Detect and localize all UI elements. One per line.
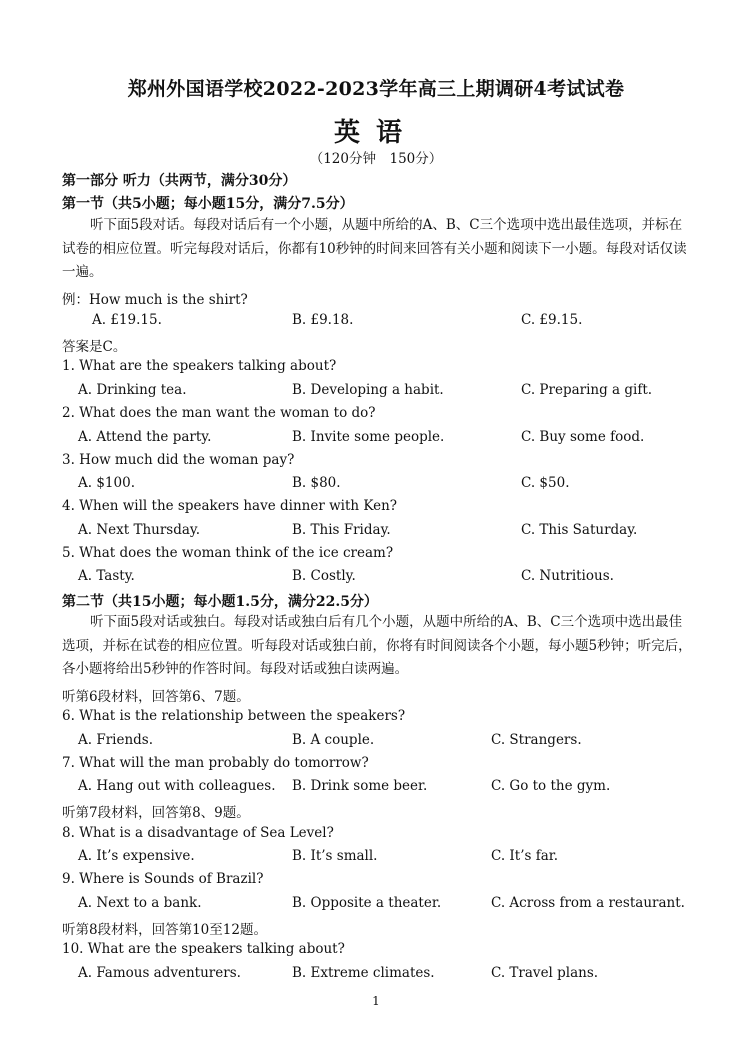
section2-heading: 第二节（共15小题；每小题1.5分，满分22.5分）: [62, 594, 378, 610]
question-8: 8. What is a disadvantage of Sea Level?: [62, 825, 334, 841]
q7-option-a: A. Hang out with colleagues.: [78, 778, 276, 794]
example-option-c: C. £9.15.: [521, 312, 583, 328]
q2-option-a: A. Attend the party.: [78, 429, 212, 445]
q2-option-b: B. Invite some people.: [292, 429, 445, 445]
material-8: 听第8段材料，回答第10至12题。: [62, 922, 267, 938]
example-option-a: A. £19.15.: [92, 312, 162, 328]
question-3: 3. How much did the woman pay?: [62, 452, 295, 468]
q8-option-a: A. It’s expensive.: [78, 848, 195, 864]
question-9: 9. Where is Sounds of Brazil?: [62, 871, 264, 887]
q9-option-a: A. Next to a bank.: [78, 895, 202, 911]
q5-option-b: B. Costly.: [292, 568, 356, 584]
page-number: 1: [372, 994, 380, 1008]
q1-option-c: C. Preparing a gift.: [521, 382, 653, 398]
q4-option-b: B. This Friday.: [292, 522, 391, 538]
section2-instructions: 听下面5段对话或独白。每段对话或独白后有几个小题，从题中所给的A、B、C三个选项中选出最佳选项，并标在试卷的相应位置。听每段对话或独白前，你将有时间阅读各个小题，每小题5秒钟；听完后，各小题将给出5秒钟的作答时间。每段对话或独白读两遍。: [62, 614, 692, 677]
subject-title: 英语: [333, 118, 418, 148]
question-5: 5. What does the woman think of the ice cream?: [62, 545, 394, 561]
exam-title: 郑州外国语学校2022-2023学年高三上期调研4考试试卷: [127, 78, 625, 100]
q10-option-a: A. Famous adventurers.: [78, 965, 241, 981]
q7-option-b: B. Drink some beer.: [292, 778, 428, 794]
q8-option-b: B. It’s small.: [292, 848, 378, 864]
q5-option-a: A. Tasty.: [78, 568, 135, 584]
q3-option-a: A. $100.: [78, 475, 135, 491]
q3-option-c: C. $50.: [521, 475, 570, 491]
q10-option-c: C. Travel plans.: [491, 965, 599, 981]
q1-option-b: B. Developing a habit.: [292, 382, 444, 398]
question-4: 4. When will the speakers have dinner with Ken?: [62, 498, 398, 514]
q5-option-c: C. Nutritious.: [521, 568, 614, 584]
q8-option-c: C. It’s far.: [491, 848, 559, 864]
question-1: 1. What are the speakers talking about?: [62, 358, 337, 374]
q1-option-a: A. Drinking tea.: [78, 382, 187, 398]
material-7: 听第7段材料，回答第8、9题。: [62, 805, 250, 821]
question-10: 10. What are the speakers talking about?: [62, 941, 345, 957]
example-answer: 答案是C。: [62, 339, 127, 355]
material-6: 听第6段材料，回答第6、7题。: [62, 689, 250, 705]
q9-option-c: C. Across from a restaurant.: [491, 895, 685, 911]
q3-option-b: B. $80.: [292, 475, 341, 491]
question-7: 7. What will the man probably do tomorrow?: [62, 755, 369, 771]
section1-instructions: 听下面5段对话。每段对话后有一个小题，从题中所给的A、B、C三个选项中选出最佳选项，并标在试卷的相应位置。听完每段对话后，你都有10秒钟的时间来回答有关小题和阅读下一小题。每段对话仅读一遍。: [62, 217, 687, 280]
q7-option-c: C. Go to the gym.: [491, 778, 611, 794]
q4-option-a: A. Next Thursday.: [78, 522, 201, 538]
example-option-b: B. £9.18.: [292, 312, 354, 328]
question-6: 6. What is the relationship between the speakers?: [62, 708, 406, 724]
q2-option-c: C. Buy some food.: [521, 429, 645, 445]
part1-heading: 第一部分 听力（共两节，满分30分）: [62, 173, 297, 189]
q6-option-c: C. Strangers.: [491, 732, 582, 748]
example-question: 例：How much is the shirt?: [62, 292, 248, 308]
question-2: 2. What does the man want the woman to do?: [62, 405, 376, 421]
q6-option-a: A. Friends.: [78, 732, 154, 748]
q6-option-b: B. A couple.: [292, 732, 375, 748]
q4-option-c: C. This Saturday.: [521, 522, 638, 538]
q10-option-b: B. Extreme climates.: [292, 965, 435, 981]
time-score: （120分钟 150分）: [309, 151, 443, 167]
q9-option-b: B. Opposite a theater.: [292, 895, 442, 911]
section1-heading: 第一节（共5小题；每小题15分，满分7.5分）: [62, 196, 354, 212]
